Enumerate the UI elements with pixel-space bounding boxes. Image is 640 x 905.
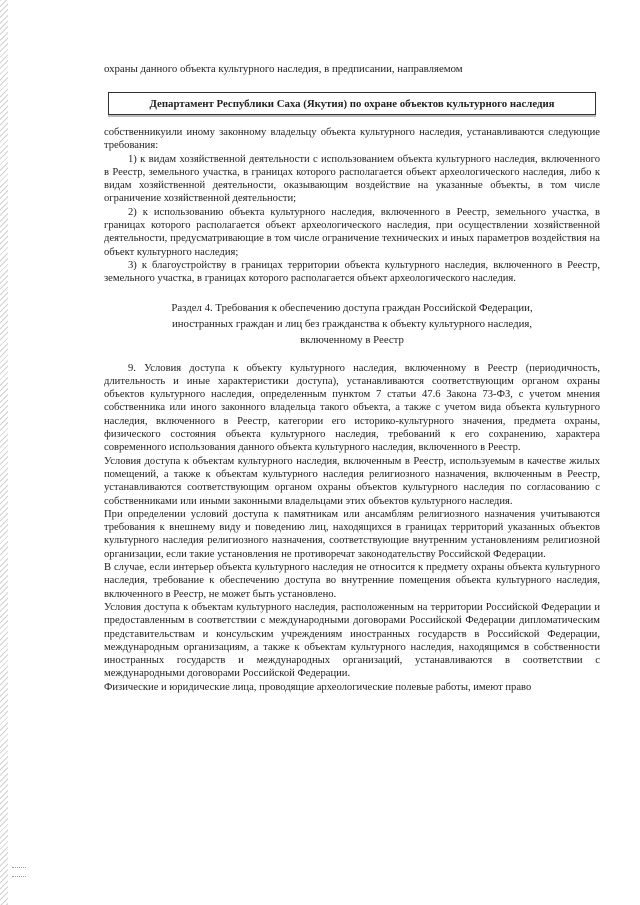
- binding-edge: [0, 0, 8, 905]
- requirement-item: 2) к использованию объекта культурного наследия, включенного в Реестр, земельного участка, в границах которого располагается объект археологического наследия, при осуществлении хозяйственной деятельности, предусматривающие в том числе ограничение технических и иных параметров воздействия на объект культурного наследия;: [104, 206, 600, 258]
- paragraph: Физические и юридические лица, проводящие археологические полевые работы, имеют право: [104, 681, 532, 693]
- page-content: [104, 62, 600, 694]
- paragraph: 9. Условия доступа к объекту культурного наследия, включенному в Реестр (периодичность, длительность и иные характеристики доступа), устанавливаются соответствующим органом охраны объектов культурного наследия, определенным пунктом 7 статьи 47.6 Закона 73-ФЗ, с учетом мнения собственника или иного законного владельца такого объекта, а также с учетом вида объекта культурного наследия, включенного в Реестр, категории его историко-культурного значения, предмета охраны, физического состояния объекта культурного наследия, требований к его сохранению, характера современного использования данного объекта культурного наследия, включенного в Реестр.: [104, 362, 600, 454]
- department-header: Департамент Республики Саха (Якутия) по охране объектов культурного наследия: [108, 92, 596, 115]
- section-title-line: иностранных граждан и лиц без гражданства к объекту культурного наследия,: [171, 317, 533, 330]
- section-title: [104, 300, 600, 348]
- paragraph: В случае, если интерьер объекта культурного наследия не относится к предмету охраны объекта культурного наследия, требование к обеспечению доступа во внутренние помещения объекта культурного наследия, включенного в Реестр, не может быть установлено.: [104, 562, 600, 600]
- access-conditions-block: [104, 362, 600, 694]
- intro-paragraph: собственникуили иному законному владельцу объекта культурного наследия, устанавливаются следующие требования:: [104, 127, 600, 152]
- continuation-line: охраны данного объекта культурного наследия, в предписании, направляемом: [104, 63, 463, 75]
- paragraph: Условия доступа к объектам культурного наследия, включенным в Реестр, используемым в качестве жилых помещений, а также к объектам культурного наследия религиозного назначения, включенным в Реестр, устанавливаются соответствующим органом охраны объектов культурного наследия по согласованию с собственниками или иными законными владельцами этих объектов культурного наследия.: [104, 455, 600, 507]
- requirement-item: 1) к видам хозяйственной деятельности с использованием объекта культурного наследия, включенного в Реестр, земельного участка, в границах которого располагается объект археологического наследия, либо к видам хозяйственной деятельности, оказывающим воздействие на указанные объекты, в том числе ограничение хозяйственной деятельности;: [104, 153, 600, 205]
- section-title-line: включенному в Реестр: [300, 333, 404, 346]
- requirement-item: 3) к благоустройству в границах территории объекта культурного наследия, включенного в Реестр, земельного участка, в границах которого располагается объект археологического наследия.: [104, 259, 600, 285]
- requirements-block: [104, 126, 600, 286]
- paragraph: При определении условий доступа к памятникам или ансамблям религиозного назначения учитываются требования к внешнему виду и поведению лиц, находящихся в границах территорий указанных объектов культурного наследия религиозного назначения, соответствующие внутренним установлениям религиозной организации, если такие установления не противоречат законодательству Российской Федерации.: [104, 508, 600, 560]
- paragraph: Условия доступа к объектам культурного наследия, расположенным на территории Российской Федерации и предоставленным в соответствии с международными договорами Российской Федерации дипломатическим представительствам и консульским учреждениям иностранных государств в Российской Федерации, международным организациям, а также к объектам культурного наследия, находящимся в собственности иностранных государств и международных организаций, устанавливаются в соответствии с международными договорами Российской Федерации.: [104, 601, 600, 680]
- section-title-line: Раздел 4. Требования к обеспечению доступа граждан Российской Федерации,: [171, 301, 533, 314]
- margin-mark: [12, 867, 26, 877]
